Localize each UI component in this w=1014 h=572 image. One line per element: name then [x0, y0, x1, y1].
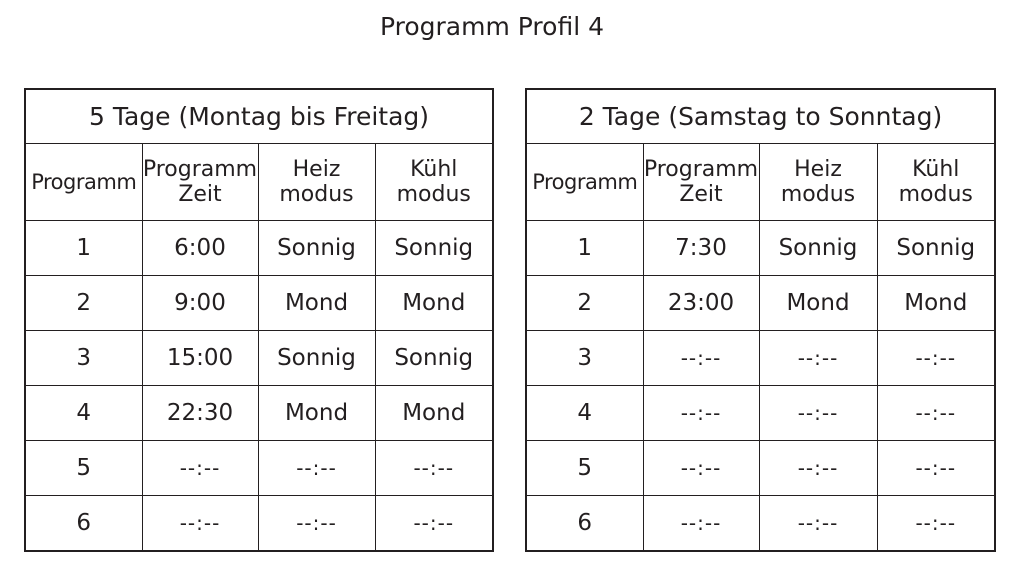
program-number: 1 [25, 221, 142, 276]
table-row [526, 276, 995, 331]
column-header-heiz: Heiz modus [759, 144, 877, 221]
weekend-schedule-table [525, 88, 996, 552]
program-time: --:-- [142, 441, 258, 496]
cool-mode: Mond [375, 276, 493, 331]
program-time: --:-- [142, 496, 258, 552]
weekend-heading-row [526, 89, 995, 144]
column-header-programm: Programm [25, 144, 142, 221]
program-number: 5 [25, 441, 142, 496]
heat-mode: Sonnig [258, 221, 375, 276]
heat-mode: --:-- [759, 386, 877, 441]
column-header-kuehl: Kühl modus [375, 144, 493, 221]
cool-mode: Mond [877, 276, 995, 331]
weekday-schedule-table [24, 88, 494, 552]
heat-mode: Mond [258, 276, 375, 331]
table-row [25, 386, 493, 441]
column-header-zeit: Programm Zeit [643, 144, 759, 221]
weekend-heading: 2 Tage (Samstag to Sonntag) [526, 89, 995, 144]
program-number: 2 [25, 276, 142, 331]
program-time: 23:00 [643, 276, 759, 331]
program-time: --:-- [643, 331, 759, 386]
program-time: 15:00 [142, 331, 258, 386]
program-number: 6 [25, 496, 142, 552]
table-row [25, 496, 493, 552]
table-row [526, 386, 995, 441]
cool-mode: --:-- [877, 386, 995, 441]
heat-mode: --:-- [258, 441, 375, 496]
page-title: Programm Profil 4 [380, 12, 604, 41]
weekday-column-header-row [25, 144, 493, 221]
program-time: 9:00 [142, 276, 258, 331]
cool-mode: --:-- [877, 441, 995, 496]
table-row [25, 331, 493, 386]
weekend-column-header-row [526, 144, 995, 221]
table-row [25, 276, 493, 331]
program-time: 22:30 [142, 386, 258, 441]
program-number: 2 [526, 276, 643, 331]
cool-mode: Mond [375, 386, 493, 441]
program-number: 4 [526, 386, 643, 441]
heat-mode: --:-- [759, 441, 877, 496]
heat-mode: --:-- [759, 496, 877, 552]
table-row [25, 441, 493, 496]
program-time: --:-- [643, 441, 759, 496]
heat-mode: Sonnig [258, 331, 375, 386]
program-number: 4 [25, 386, 142, 441]
program-time: 7:30 [643, 221, 759, 276]
program-number: 3 [526, 331, 643, 386]
program-time: 6:00 [142, 221, 258, 276]
program-number: 6 [526, 496, 643, 552]
table-row [526, 331, 995, 386]
cool-mode: --:-- [375, 441, 493, 496]
cool-mode: --:-- [877, 331, 995, 386]
column-header-programm: Programm [526, 144, 643, 221]
heat-mode: Mond [258, 386, 375, 441]
cool-mode: Sonnig [375, 331, 493, 386]
weekday-heading: 5 Tage (Montag bis Freitag) [25, 89, 493, 144]
program-number: 3 [25, 331, 142, 386]
weekday-heading-row [25, 89, 493, 144]
program-number: 1 [526, 221, 643, 276]
program-time: --:-- [643, 386, 759, 441]
cool-mode: --:-- [375, 496, 493, 552]
cool-mode: --:-- [877, 496, 995, 552]
table-row [25, 221, 493, 276]
column-header-kuehl: Kühl modus [877, 144, 995, 221]
column-header-zeit: Programm Zeit [142, 144, 258, 221]
heat-mode: --:-- [258, 496, 375, 552]
heat-mode: --:-- [759, 331, 877, 386]
program-time: --:-- [643, 496, 759, 552]
program-number: 5 [526, 441, 643, 496]
column-header-heiz: Heiz modus [258, 144, 375, 221]
cool-mode: Sonnig [375, 221, 493, 276]
heat-mode: Mond [759, 276, 877, 331]
heat-mode: Sonnig [759, 221, 877, 276]
table-row [526, 496, 995, 552]
table-row [526, 221, 995, 276]
table-row [526, 441, 995, 496]
cool-mode: Sonnig [877, 221, 995, 276]
